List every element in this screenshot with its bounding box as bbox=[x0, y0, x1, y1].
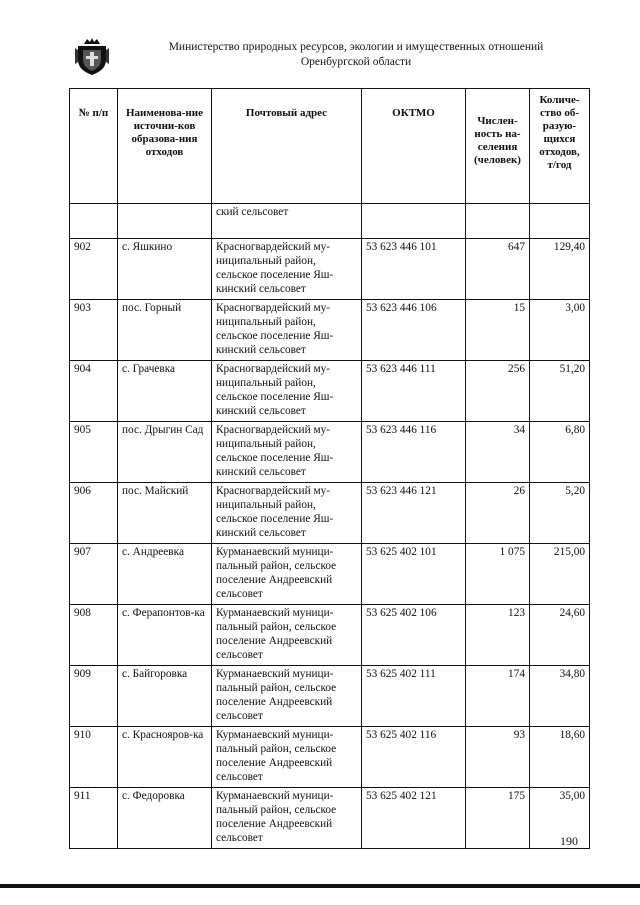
cell-number: 905 bbox=[70, 422, 118, 483]
table-row bbox=[70, 422, 590, 483]
coat-of-arms-icon bbox=[74, 36, 110, 76]
col-header-waste-amount: Количе-ство об-разую-щихся отходов, т/год bbox=[530, 89, 590, 204]
cell-number: 908 bbox=[70, 605, 118, 666]
table-header-row bbox=[70, 89, 590, 204]
cell-postal-address: Красногвардейский му-ниципальный район, сельское поселение Яш-кинский сельсовет bbox=[212, 239, 362, 300]
col-header-number: № п/п bbox=[70, 89, 118, 204]
cell-source-name: пос. Майский bbox=[118, 483, 212, 544]
cell-number: 906 bbox=[70, 483, 118, 544]
cell-oktmo: 53 625 402 116 bbox=[362, 727, 466, 788]
cell-number: 903 bbox=[70, 300, 118, 361]
cell-source-name: пос. Дрыгин Сад bbox=[118, 422, 212, 483]
table-row-continuation bbox=[70, 204, 590, 239]
cell-postal-address: Красногвардейский му-ниципальный район, сельское поселение Яш-кинский сельсовет bbox=[212, 300, 362, 361]
cell-number: 902 bbox=[70, 239, 118, 300]
cell-population: 256 bbox=[466, 361, 530, 422]
cell-number: 911 bbox=[70, 788, 118, 849]
cell-postal-address: Красногвардейский му-ниципальный район, сельское поселение Яш-кинский сельсовет bbox=[212, 361, 362, 422]
cell-oktmo: 53 623 446 116 bbox=[362, 422, 466, 483]
waste-sources-table bbox=[69, 88, 590, 849]
cell-number: 909 bbox=[70, 666, 118, 727]
table-row bbox=[70, 788, 590, 849]
col-header-population: Числен-ность на-селения (человек) bbox=[466, 89, 530, 204]
table-row bbox=[70, 300, 590, 361]
col-header-postal-address: Почтовый адрес bbox=[212, 89, 362, 204]
cell-population: 15 bbox=[466, 300, 530, 361]
cell-oktmo: 53 625 402 101 bbox=[362, 544, 466, 605]
cell-population: 175 bbox=[466, 788, 530, 849]
cell-source-name: с. Ферапонтов-ка bbox=[118, 605, 212, 666]
cell-population: 93 bbox=[466, 727, 530, 788]
header-ministry: Министерство природных ресурсов, экологии и имущественных отношений bbox=[168, 41, 544, 53]
cell-source-name: пос. Горный bbox=[118, 300, 212, 361]
cell-waste-amount: 18,60 bbox=[530, 727, 590, 788]
cell-population: 1 075 bbox=[466, 544, 530, 605]
table-row bbox=[70, 483, 590, 544]
cell-population: 26 bbox=[466, 483, 530, 544]
cell-waste-amount: 215,00 bbox=[530, 544, 590, 605]
cell-postal-address: Курманаевский муници-пальный район, сельское поселение Андреевский сельсовет bbox=[212, 788, 362, 849]
cell-number: 907 bbox=[70, 544, 118, 605]
cell-waste-amount: 6,80 bbox=[530, 422, 590, 483]
cell-postal-address: Курманаевский муници-пальный район, сельское поселение Андреевский сельсовет bbox=[212, 605, 362, 666]
cell-oktmo: 53 623 446 121 bbox=[362, 483, 466, 544]
cell-source-name: с. Краснояров-ка bbox=[118, 727, 212, 788]
cell-oktmo: 53 625 402 106 bbox=[362, 605, 466, 666]
cell-oktmo: 53 625 402 121 bbox=[362, 788, 466, 849]
table-row bbox=[70, 239, 590, 300]
cell-postal-address: Курманаевский муници-пальный район, сельское поселение Андреевский сельсовет bbox=[212, 544, 362, 605]
cell-population: 34 bbox=[466, 422, 530, 483]
cell-number: 910 bbox=[70, 727, 118, 788]
cell-waste-amount: 5,20 bbox=[530, 483, 590, 544]
cell-population: 647 bbox=[466, 239, 530, 300]
bottom-divider bbox=[0, 884, 640, 888]
cell-source-name: с. Грачевка bbox=[118, 361, 212, 422]
cell-postal-address: Красногвардейский му-ниципальный район, сельское поселение Яш-кинский сельсовет bbox=[212, 483, 362, 544]
table-row bbox=[70, 605, 590, 666]
table-row bbox=[70, 361, 590, 422]
cell-source-name: с. Яшкино bbox=[118, 239, 212, 300]
cell-oktmo: 53 623 446 106 bbox=[362, 300, 466, 361]
cell-source-name: с. Андреевка bbox=[118, 544, 212, 605]
cell-oktmo: 53 625 402 111 bbox=[362, 666, 466, 727]
col-header-oktmo: ОКТМО bbox=[362, 89, 466, 204]
cell-number: 904 bbox=[70, 361, 118, 422]
cell-population: 174 bbox=[466, 666, 530, 727]
col-header-source-name: Наименова-ние источни-ков образова-ния отходов bbox=[118, 89, 212, 204]
table-row bbox=[70, 544, 590, 605]
cell-postal-address: Курманаевский муници-пальный район, сельское поселение Андреевский сельсовет bbox=[212, 666, 362, 727]
cell-waste-amount: 3,00 bbox=[530, 300, 590, 361]
cell-postal-address: Курманаевский муници-пальный район, сельское поселение Андреевский сельсовет bbox=[212, 727, 362, 788]
cell-oktmo: 53 623 446 101 bbox=[362, 239, 466, 300]
table-row bbox=[70, 666, 590, 727]
continuation-text: ский сельсовет bbox=[212, 204, 362, 239]
cell-waste-amount: 51,20 bbox=[530, 361, 590, 422]
cell-waste-amount: 129,40 bbox=[530, 239, 590, 300]
cell-source-name: с. Байгоровка bbox=[118, 666, 212, 727]
cell-source-name: с. Федоровка bbox=[118, 788, 212, 849]
cell-population: 123 bbox=[466, 605, 530, 666]
document-header bbox=[120, 40, 592, 70]
cell-waste-amount: 34,80 bbox=[530, 666, 590, 727]
cell-postal-address: Красногвардейский му-ниципальный район, сельское поселение Яш-кинский сельсовет bbox=[212, 422, 362, 483]
page-number: 190 bbox=[560, 834, 578, 848]
cell-waste-amount: 35,00 bbox=[530, 788, 590, 849]
cell-waste-amount: 24,60 bbox=[530, 605, 590, 666]
cell-oktmo: 53 623 446 111 bbox=[362, 361, 466, 422]
table-row bbox=[70, 727, 590, 788]
header-region: Оренбургской области bbox=[300, 56, 412, 68]
